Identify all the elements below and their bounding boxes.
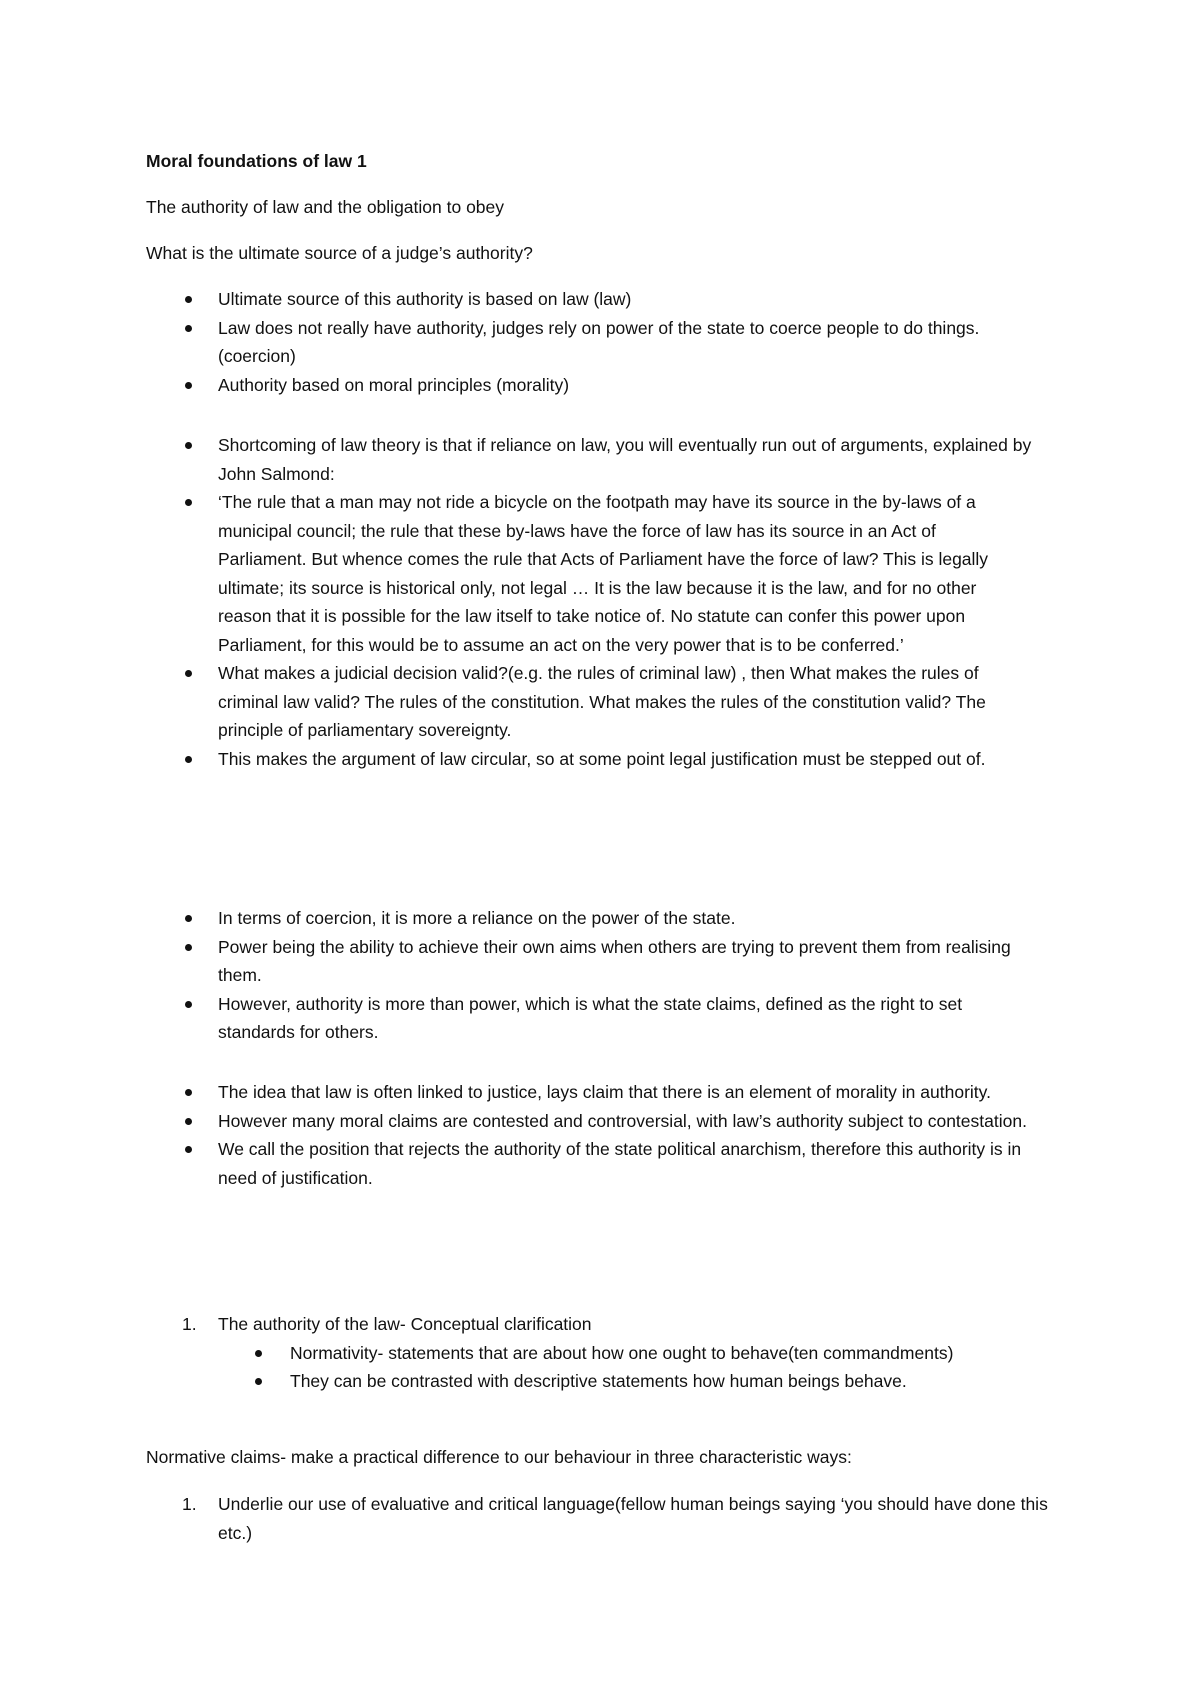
list-item: However, authority is more than power, which is what the state claims, defined as the right to set standards for others. bbox=[146, 990, 1038, 1047]
normative-claims-intro: Normative claims- make a practical difference to our behaviour in three characteristic ways: bbox=[146, 1447, 852, 1467]
list-item: Power being the ability to achieve their own aims when others are trying to prevent them from realising them. bbox=[146, 933, 1018, 990]
list-item: What makes a judicial decision valid?(e.g. the rules of criminal law) , then What makes the rules of criminal law valid? The rules of the constitution. What makes the rules of the constitution valid? The principle of parliamentary sovereignty. bbox=[146, 659, 1028, 745]
section-sub-list bbox=[218, 1339, 1056, 1396]
list-item: ‘The rule that a man may not ride a bicycle on the footpath may have its source in the by-laws of a municipal council; the rule that these by-laws have the force of law has its source in an Act of Parliament. But whence comes the rule that Acts of Parliament have the force of law? This is legally ultimate; its source is historical only, not legal … It is the law because it is the law, and for no other reason that it is possible for the law itself to take notice of. No statute can confer this power upon Parliament, for this would be to assume an act on the very power that is to be conferred.’ bbox=[146, 488, 1028, 659]
list-item: However many moral claims are contested and controversial, with law’s authority subject to contestation. bbox=[146, 1107, 1038, 1136]
section-number: 1. bbox=[182, 1314, 197, 1334]
list-item: Ultimate source of this authority is based on law (law) bbox=[146, 285, 1056, 314]
document-subtitle: The authority of law and the obligation to obey bbox=[146, 197, 505, 217]
section-item bbox=[146, 1310, 1056, 1396]
list-item: This makes the argument of law circular, so at some point legal justification must be stepped out of. bbox=[146, 745, 1048, 774]
section-heading: The authority of the law- Conceptual clarification bbox=[218, 1314, 592, 1334]
list-item: In terms of coercion, it is more a reliance on the power of the state. bbox=[146, 904, 1056, 933]
sub-list-item: They can be contrasted with descriptive statements how human beings behave. bbox=[217, 1367, 1056, 1396]
list-item: The idea that law is often linked to justice, lays claim that there is an element of morality in authority. bbox=[146, 1078, 1048, 1107]
list-item: Law does not really have authority, judges rely on power of the state to coerce people to do things. (coercion) bbox=[146, 314, 1018, 371]
bullet-list-sources bbox=[146, 285, 1056, 399]
item-text: Underlie our use of evaluative and critical language(fellow human beings saying ‘you should have done this etc.) bbox=[218, 1494, 1048, 1543]
guiding-question: What is the ultimate source of a judge’s authority? bbox=[146, 243, 533, 263]
document-title: Moral foundations of law 1 bbox=[146, 151, 367, 171]
bullet-list-law-theory bbox=[146, 431, 1056, 773]
numbered-item bbox=[146, 1490, 1048, 1547]
sub-list-item: Normativity- statements that are about how one ought to behave(ten commandments) bbox=[217, 1339, 1010, 1368]
bullet-list-morality bbox=[146, 1078, 1056, 1192]
list-item: Shortcoming of law theory is that if reliance on law, you will eventually run out of arguments, explained by John Salmond: bbox=[146, 431, 1058, 488]
bullet-list-coercion bbox=[146, 904, 1056, 1047]
item-number: 1. bbox=[182, 1494, 197, 1514]
section-list bbox=[146, 1310, 1056, 1396]
normative-claims-list bbox=[146, 1490, 1056, 1547]
list-item: Authority based on moral principles (morality) bbox=[146, 371, 1056, 400]
list-item: We call the position that rejects the authority of the state political anarchism, therefore this authority is in need of justification. bbox=[146, 1135, 1038, 1192]
